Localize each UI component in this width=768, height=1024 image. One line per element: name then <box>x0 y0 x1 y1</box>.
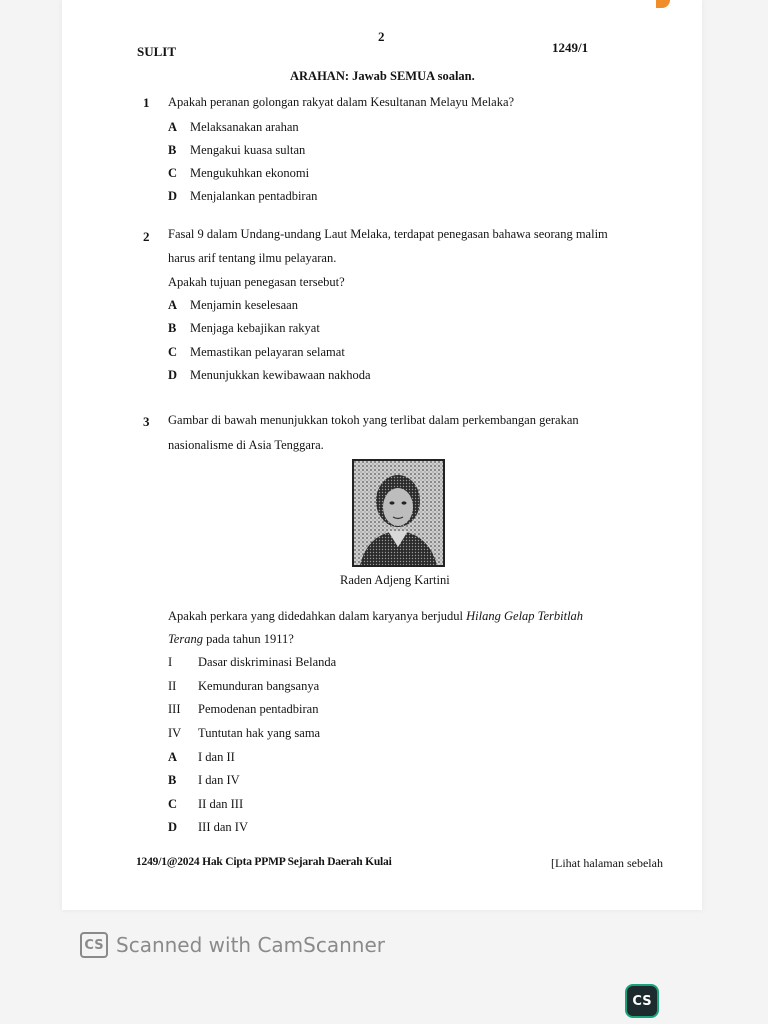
q2-option-b-text: Menjaga kebajikan rakyat <box>190 321 320 335</box>
camscanner-logo-icon: CS <box>80 932 108 958</box>
header-paper-code: 1249/1 <box>552 40 589 55</box>
q3-line-2: nasionalisme di Asia Tenggara. <box>168 438 324 452</box>
q3-question-line-2 <box>168 632 294 647</box>
footer-next-page: [Lihat halaman sebelah <box>551 856 663 870</box>
q1-option-d-text: Menjalankan pentadbiran <box>190 189 318 203</box>
q3-option-c-letter: C <box>168 797 178 811</box>
instruction-line: ARAHAN: Jawab SEMUA soalan. <box>290 69 475 83</box>
q3-statement-iii-numeral: III <box>168 702 181 716</box>
q3-statement-i-numeral: I <box>168 655 173 669</box>
q3-option-b-text: I dan IV <box>198 773 240 787</box>
portrait-image <box>354 461 443 565</box>
q1-number: 1 <box>143 95 150 110</box>
q3-statement-ii-numeral: II <box>168 679 177 693</box>
q3-question-line-1 <box>168 609 583 624</box>
q2-option-d-text: Menunjukkan kewibawaan nakhoda <box>190 368 371 382</box>
q3-option-d-letter: D <box>168 820 178 834</box>
page-number: 2 <box>378 29 385 44</box>
q2-number: 2 <box>143 229 150 244</box>
q2-option-c-letter: C <box>168 345 178 359</box>
q3-question-part-2: pada tahun 1911? <box>206 632 294 646</box>
q3-option-d-text: III dan IV <box>198 820 248 834</box>
q3-title-part-2: Terang <box>168 632 203 646</box>
kartini-portrait <box>352 459 445 567</box>
q3-statement-i-text: Dasar diskriminasi Belanda <box>198 655 337 669</box>
q2-line-1: Fasal 9 dalam Undang-undang Laut Melaka, terdapat penegasan bahawa seorang malim <box>168 227 608 241</box>
q3-question-part-1: Apakah perkara yang didedahkan dalam karyanya berjudul <box>168 609 464 623</box>
camscanner-badge-icon[interactable]: CS <box>625 984 659 1018</box>
q2-question: Apakah tujuan penegasan tersebut? <box>168 275 345 289</box>
q2-option-a-text: Menjamin keselesaan <box>190 298 298 312</box>
header-sulit: SULIT <box>137 44 177 59</box>
q3-statement-iv-text: Tuntutan hak yang sama <box>198 726 321 740</box>
q3-option-a-text: I dan II <box>198 750 235 764</box>
q3-statement-iii-text: Pemodenan pentadbiran <box>198 702 319 716</box>
footer-copyright: 1249/1@2024 Hak Cipta PPMP Sejarah Daerah Kulai <box>136 856 392 868</box>
q1-option-b-letter: B <box>168 143 177 157</box>
q1-option-a-letter: A <box>168 120 178 134</box>
q1-option-b-text: Mengakui kuasa sultan <box>190 143 306 157</box>
q2-option-c-text: Memastikan pelayaran selamat <box>190 345 345 359</box>
q3-statement-iv-numeral: IV <box>168 726 182 740</box>
q3-title-part-1: Hilang Gelap Terbitlah <box>466 609 584 623</box>
q1-option-c-letter: C <box>168 166 178 180</box>
q1-option-c-text: Mengukuhkan ekonomi <box>190 166 310 180</box>
q2-option-a-letter: A <box>168 298 178 312</box>
camscanner-label: Scanned with CamScanner <box>116 933 385 957</box>
q3-option-a-letter: A <box>168 750 178 764</box>
q3-option-c-text: II dan III <box>198 797 244 811</box>
q3-number: 3 <box>143 414 150 429</box>
portrait-caption: Raden Adjeng Kartini <box>340 573 450 587</box>
q2-option-b-letter: B <box>168 321 177 335</box>
q3-option-b-letter: B <box>168 773 177 787</box>
q1-option-d-letter: D <box>168 189 178 203</box>
q3-statement-ii-text: Kemunduran bangsanya <box>198 679 320 693</box>
q2-line-2: harus arif tentang ilmu pelayaran. <box>168 251 337 265</box>
camscanner-watermark <box>80 932 385 958</box>
exam-page <box>62 0 702 910</box>
q1-option-a-text: Melaksanakan arahan <box>190 120 299 134</box>
q3-line-1: Gambar di bawah menunjukkan tokoh yang terlibat dalam perkembangan gerakan <box>168 413 579 427</box>
q2-option-d-letter: D <box>168 368 178 382</box>
q1-text: Apakah peranan golongan rakyat dalam Kesultanan Melayu Melaka? <box>168 95 515 109</box>
